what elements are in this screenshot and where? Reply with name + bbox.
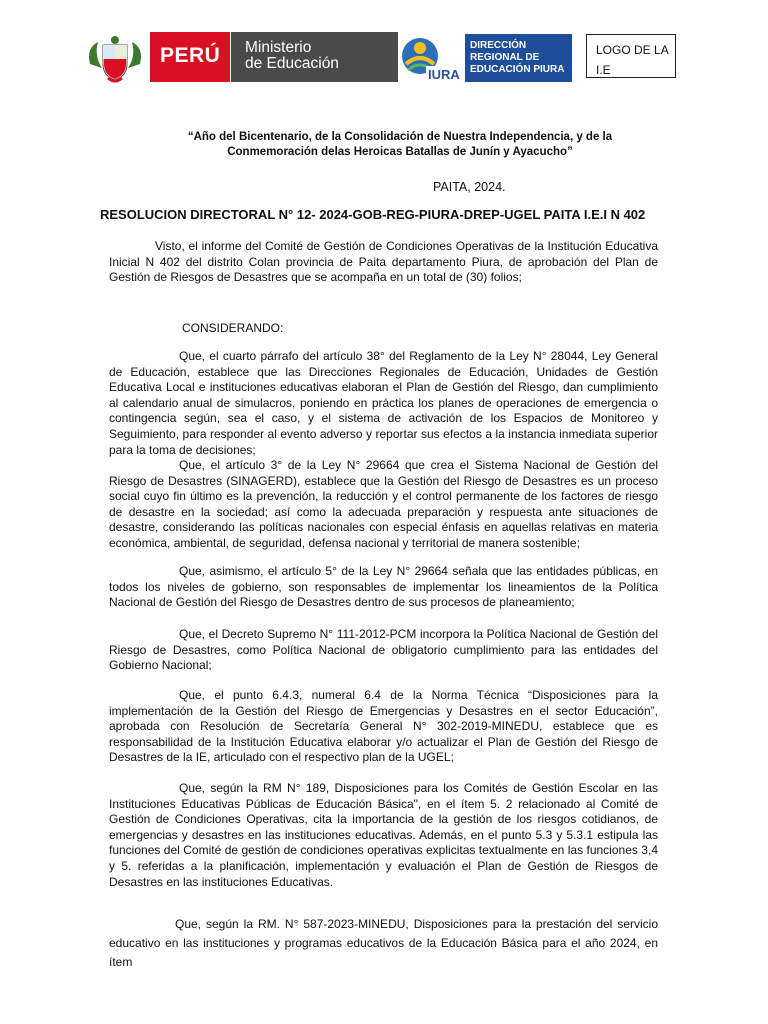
logo-ie-placeholder	[586, 34, 676, 78]
ministerio-label: Ministerio de Educación	[245, 39, 339, 72]
resolution-title: RESOLUCION DIRECTORAL N° 12- 2024-GOB-REG-PIURA-DREP-UGEL PAITA I.E.I N 402	[100, 207, 646, 222]
document-header	[0, 0, 768, 100]
year-motto: “Año del Bicentenario, de la Consolidación de Nuestra Independencia, y de la Conmemoración delas Heroicas Batallas de Junín y Ayacucho”	[187, 131, 613, 158]
considerando-paragraph-4: Que, el Decreto Supremo N° 111-2012-PCM incorpora la Política Nacional de Gestión del Riesgo de Desastres, como Política Nacional de obligatorio cumplimiento para las entidades del Gobierno Nacional;	[109, 627, 658, 673]
drep-label: DIRECCIÓN REGIONAL DE EDUCACIÓN PIURA	[470, 40, 565, 75]
peru-brand-block	[150, 32, 230, 82]
considerando-paragraph-3: Que, asimismo, el artículo 5° de la Ley N° 29664 señala que las entidades públicas, en todos los niveles de gobierno, son responsables de implementar los lineamientos de la Política Nacional de Gestión del Riesgo de Desastres dentro de sus procesos de planeamiento;	[109, 564, 658, 610]
logo-ie-label: LOGO DE LA I.E	[596, 43, 669, 77]
considerando-paragraph-1: Que, el cuarto párrafo del artículo 38° del Reglamento de la Ley N° 28044, Ley General de Educación, establece que las Direcciones Regionales de Educación, Unidades de Gestión Educativa Local e instituciones educativas elaboran el Plan de Gestión del Riesgo, dan cumplimiento al calendario anual de simulacros, poniendo en práctica los planes de operaciones de emergencia o contingencia según, sea el caso, y el sistema de activación de los Espacios de Monitoreo y Seguimiento, para responder al evento adverso y reportar sus efectos a la instancia inmediata superior para la toma de decisiones;	[109, 349, 658, 457]
ministerio-brand-block	[231, 32, 398, 82]
drep-brand-block	[465, 34, 572, 82]
visto-paragraph: Visto, el informe del Comité de Gestión de Condiciones Operativas de la Institución Educativa Inicial N 402 del distrito Colan provincia de Paita departamento Piura, de aprobación del Plan de Gestión de Riesgos de Desastres que se acompaña en un total de (30) folios;	[109, 239, 658, 285]
gore-piura-logo-icon	[400, 34, 464, 82]
peru-coat-of-arms-icon	[84, 34, 146, 84]
considerando-paragraph-2: Que, el artículo 3° de la Ley N° 29664 que crea el Sistema Nacional de Gestión del Riesgo de Desastres (SINAGERD), establece que la Gestión del Riesgo de Desastres es un proceso social cuyo fin último es la prevención, la reducción y el control permanente de los factores de riesgo de desastre en la sociedad; así como la adecuada preparación y respuesta ante situaciones de desastre, considerando las políticas nacionales con especial énfasis en aquellas relativas en materia económica, ambiental, de seguridad, defensa nacional y territorial de manera sostenible;	[109, 458, 658, 550]
gore-label: IURA	[428, 67, 460, 82]
considerando-paragraph-7: Que, según la RM. N° 587-2023-MINEDU, Disposiciones para la prestación del servicio educativo en las instituciones y programas educativos de la Educación Básica para el año 2024, en ítem	[109, 917, 658, 969]
peru-label: PERÚ	[160, 44, 221, 67]
document-date: PAITA, 2024.	[433, 180, 506, 194]
considerando-paragraph-5: Que, el punto 6.4.3, numeral 6.4 de la Norma Técnica “Disposiciones para la implementación de la Gestión del Riesgo de Emergencias y Desastres en el sector Educación”, aprobada con Resolución de Secretaría General N° 302-2019-MINEDU, establece que es responsabilidad de la Institución Educativa elaborar y/o actualizar el Plan de Gestión del Riesgo de Desastres de la IE, articulado con el respectivo plan de la UGEL;	[109, 688, 658, 765]
considerando-heading: CONSIDERANDO:	[182, 321, 284, 335]
considerando-paragraph-6: Que, según la RM N° 189, Disposiciones para los Comités de Gestión Escolar en las Instituciones Educativas Públicas de Educación Básica", en el ítem 5. 2 relacionado al Comité de Gestión de Condiciones Operativas, cita la importancia de la gestión de los riesgos cotidianos, de emergencias y desastres en las instituciones educativas. Además, en el punto 5.3 y 5.3.1 estipula las funciones del Comité de gestión de condiciones operativas explicitas textualmente en las funciones 3,4 y 5. referidas a la planificación, implementación y evaluación el Plan de Gestión de Riesgos de Desastres en las instituciones Educativas.	[109, 781, 658, 889]
